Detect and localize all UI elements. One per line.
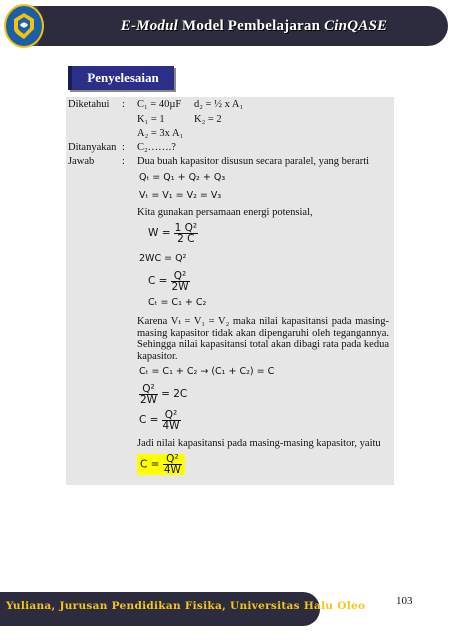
energy-numerator: 1 Q² [174, 222, 198, 234]
header-bar [32, 6, 448, 46]
ministry-logo [4, 4, 44, 48]
c-2w-denominator: 2W [171, 281, 189, 293]
jawab-label: Jawab [68, 156, 95, 167]
solution-panel [66, 97, 394, 485]
footer-author: Yuliana, Jurusan Pendidikan Fisika, Universitas Halu Oleo [6, 600, 366, 612]
final-fraction [163, 454, 182, 475]
logo-emblem-icon [10, 11, 38, 41]
given-d2: d₂ = ½ x A₁ [194, 99, 244, 110]
c-2w-fraction [171, 271, 190, 292]
equation-c-4w [139, 410, 181, 431]
equation-ct-equals-c: Cₜ = C₁ + C₂ → (C₁ + C₂) = C [139, 366, 275, 377]
equation-2wc: 2WC = Q² [139, 253, 187, 264]
page-header [2, 4, 450, 48]
header-title-emodul: E-Modul [120, 18, 179, 34]
diketahui-label: Diketahui [68, 99, 110, 110]
given-k2: K₂ = 2 [194, 114, 222, 125]
equation-energy [148, 223, 198, 244]
c-2w-numerator: Q² [171, 271, 190, 282]
final-answer-box [137, 454, 185, 475]
final-denominator: 4W [163, 464, 181, 476]
ditanyakan-label: Ditanyakan [68, 142, 117, 153]
given-a2: A₂ = 3x A₁ [137, 128, 184, 139]
penyelesaian-badge: Penyelesaian [68, 66, 174, 90]
equation-charge: Qₜ = Q₁ + Q₂ + Q₃ [139, 172, 226, 183]
equation-ct-sum: Cₜ = C₁ + C₂ [148, 297, 207, 308]
jawab-colon: : [122, 156, 125, 167]
header-title-cinqase: CinQASE [324, 18, 388, 34]
explanation-paragraph: Karena Vₜ = V₁ = V₂ maka nilai kapasitansi pada masing-masing kapasitor tidak akan dipengaruhi oleh tegangannya. Sehingga nilai kapasitansi total akan dibagi rata pada kedua kapasitor. [137, 316, 389, 362]
equation-voltage: Vₜ = V₁ = V₂ = V₃ [139, 190, 222, 201]
q2w-numerator: Q² [139, 384, 158, 395]
ditanyakan-colon: : [122, 142, 125, 153]
c-4w-numerator: Q² [162, 410, 181, 421]
page-number: 103 [396, 595, 413, 607]
given-k1: K₁ = 1 [137, 114, 165, 125]
q2w-fraction [139, 384, 158, 405]
header-title [60, 6, 448, 46]
conclusion-text: Jadi nilai kapasitansi pada masing-masing kapasitor, yaitu [137, 438, 381, 449]
given-c1: C₁ = 40µF [137, 99, 182, 110]
q2w-rhs: = 2C [161, 388, 188, 400]
final-answer-highlight [137, 454, 185, 475]
c-4w-fraction [162, 410, 181, 431]
q2w-denominator: 2W [140, 394, 158, 406]
energy-intro: Kita gunakan persamaan energi potensial, [137, 207, 313, 218]
final-numerator: Q² [163, 454, 182, 465]
jawab-intro: Dua buah kapasitor disusun secara paralel, yang berarti [137, 156, 370, 167]
c-4w-lhs: C = [139, 414, 159, 426]
energy-fraction [174, 223, 199, 244]
c-4w-denominator: 4W [162, 420, 180, 432]
header-title-middle: Model Pembelajaran [178, 18, 325, 34]
final-lhs: C = [140, 458, 160, 471]
energy-lhs: W = [148, 227, 171, 239]
c-2w-lhs: C = [148, 275, 168, 287]
equation-q2w-2c [139, 384, 187, 405]
diketahui-colon: : [122, 99, 125, 110]
asked-c2: C₂…….? [137, 142, 176, 153]
energy-denominator: 2 C [177, 233, 195, 245]
equation-c-2w [148, 271, 190, 292]
